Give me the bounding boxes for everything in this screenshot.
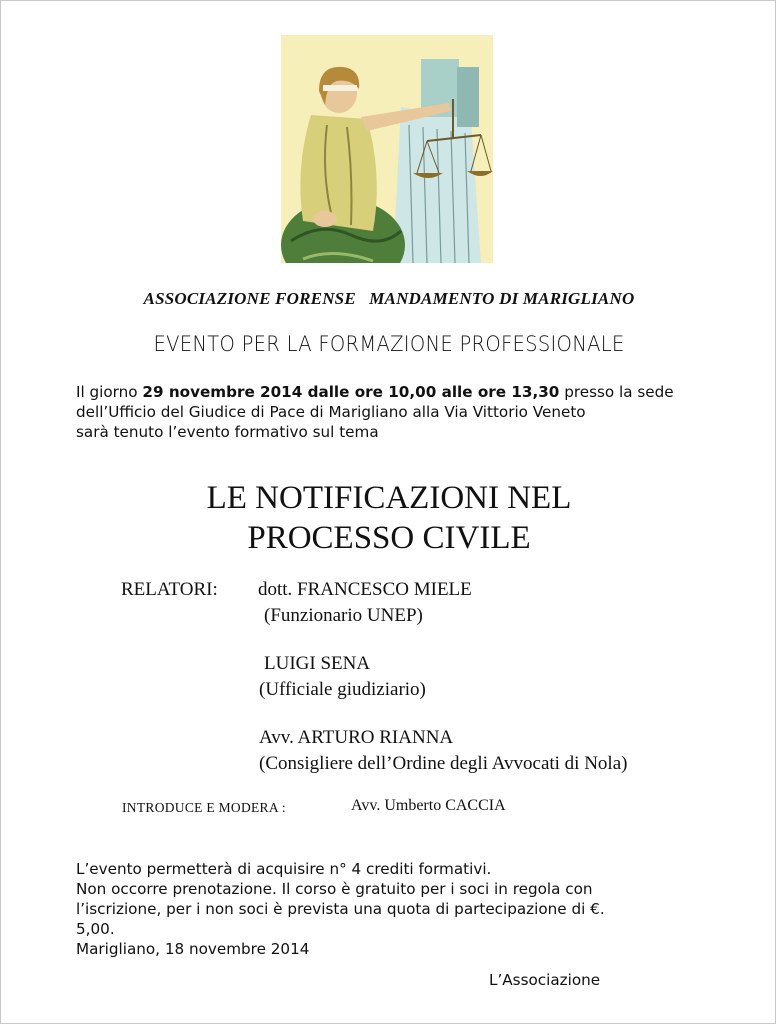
- speaker-3-name: Avv. ARTURO RIANNA: [259, 727, 454, 748]
- credits-note: L’evento permetterà di acquisire n° 4 crediti formativi.: [76, 860, 492, 878]
- intro-line-1: [76, 382, 706, 402]
- event-datetime: 29 novembre 2014 dalle ore 10,00 alle ore 13,30: [142, 383, 560, 401]
- topic-line-2: PROCESSO CIVILE: [247, 520, 531, 556]
- intro-paragraph: [76, 382, 706, 442]
- justice-illustration: [281, 35, 493, 263]
- moderator-label: INTRODUCE E MODERA :: [122, 800, 286, 815]
- registration-note-1: Non occorre prenotazione. Il corso è gratuito per i soci in regola con: [76, 880, 593, 898]
- signature: L’Associazione: [489, 971, 601, 989]
- speaker-1-role: (Funzionario UNEP): [264, 605, 423, 626]
- intro-suffix: presso la sede: [559, 383, 674, 401]
- event-title: EVENTO PER LA FORMAZIONE PROFESSIONALE: [153, 332, 625, 356]
- registration-note-2: l’iscrizione, per i non soci è prevista una quota di partecipazione di €.: [76, 900, 605, 918]
- intro-line-2: dell’Ufficio del Giudice di Pace di Marigliano alla Via Vittorio Veneto: [76, 403, 586, 421]
- association-name: ASSOCIAZIONE FORENSE MANDAMENTO DI MARIGLIANO: [143, 289, 635, 308]
- topic-line-1: LE NOTIFICAZIONI NEL: [206, 480, 572, 516]
- intro-prefix: Il giorno: [76, 383, 143, 401]
- intro-line-3: sarà tenuto l’evento formativo sul tema: [76, 423, 379, 441]
- speakers-label: RELATORI:: [121, 579, 218, 600]
- moderator-name: Avv. Umberto CACCIA: [351, 797, 506, 814]
- speaker-2-name: LUIGI SENA: [264, 653, 371, 674]
- footer-notes: [76, 859, 716, 959]
- scales-of-justice-icon: [281, 35, 493, 263]
- speaker-1-name: dott. FRANCESCO MIELE: [258, 579, 472, 600]
- speaker-2-role: (Ufficiale giudiziario): [259, 679, 426, 700]
- registration-note-3: 5,00.: [76, 920, 115, 938]
- place-date: Marigliano, 18 novembre 2014: [76, 940, 310, 958]
- speaker-3-role: (Consigliere dell’Ordine degli Avvocati di Nola): [259, 753, 628, 774]
- event-topic: [1, 478, 776, 558]
